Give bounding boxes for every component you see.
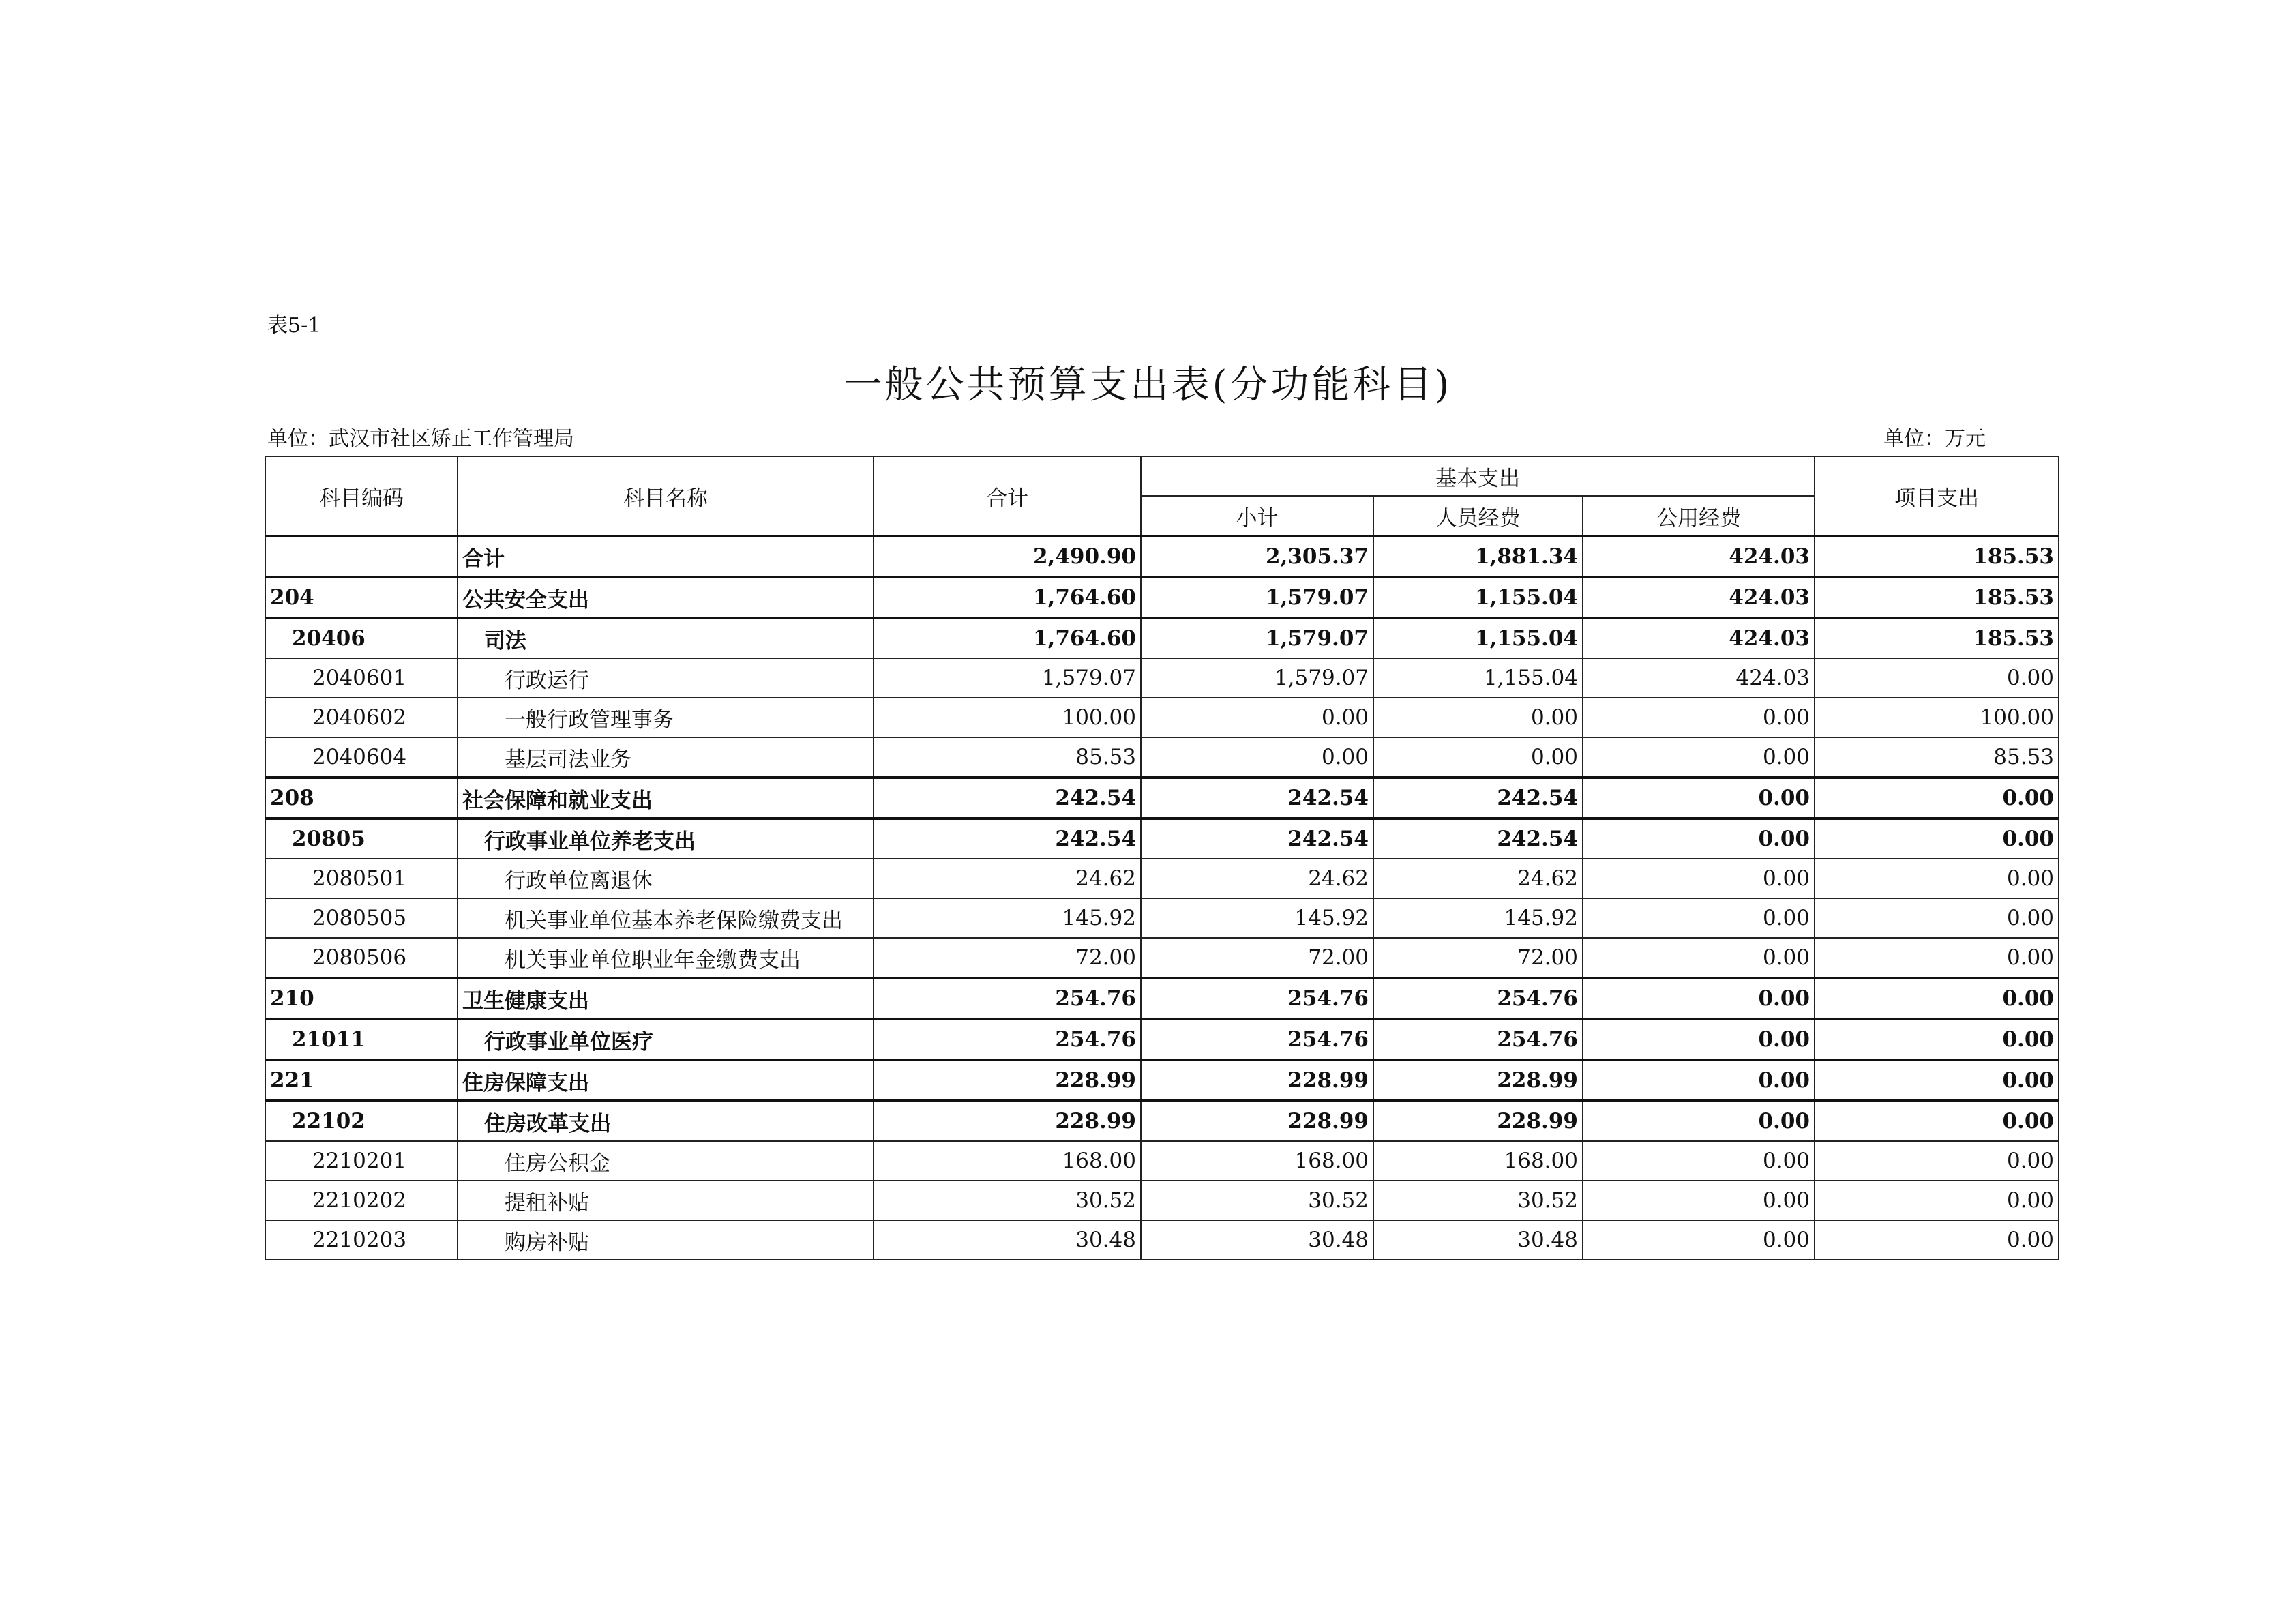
- cell-total: 24.62: [874, 859, 1141, 898]
- cell-code: 20406: [265, 618, 458, 658]
- table-row: [265, 978, 2059, 1019]
- table-row: [265, 536, 2059, 577]
- cell-personnel: 228.99: [1373, 1101, 1583, 1141]
- cell-subtotal: 0.00: [1141, 737, 1373, 778]
- cell-public: 424.03: [1583, 536, 1815, 577]
- table-row: [265, 818, 2059, 859]
- cell-code: 210: [265, 978, 458, 1019]
- cell-project: 100.00: [1815, 698, 2059, 737]
- cell-personnel: 254.76: [1373, 1019, 1583, 1060]
- cell-project: 0.00: [1815, 1141, 2059, 1181]
- cell-total: 242.54: [874, 778, 1141, 818]
- cell-public: 0.00: [1583, 859, 1815, 898]
- cell-code: 22102: [265, 1101, 458, 1141]
- cell-code: 2040602: [265, 698, 458, 737]
- table-row: [265, 898, 2059, 938]
- table-row: [265, 1019, 2059, 1060]
- header-subtotal: 小计: [1141, 496, 1373, 536]
- unit-organization: 单位：武汉市社区矫正工作管理局: [267, 427, 574, 451]
- cell-project: 0.00: [1815, 818, 2059, 859]
- cell-name: 行政事业单位医疗: [458, 1019, 874, 1060]
- cell-personnel: 1,155.04: [1373, 658, 1583, 698]
- cell-personnel: 168.00: [1373, 1141, 1583, 1181]
- cell-name: 合计: [458, 536, 874, 577]
- cell-project: 85.53: [1815, 737, 2059, 778]
- cell-project: 185.53: [1815, 536, 2059, 577]
- cell-code: 2080505: [265, 898, 458, 938]
- cell-total: 145.92: [874, 898, 1141, 938]
- cell-code: 2210203: [265, 1220, 458, 1260]
- page-title: 一般公共预算支出表(分功能科目): [844, 363, 1452, 407]
- cell-public: 0.00: [1583, 898, 1815, 938]
- table-row: [265, 1101, 2059, 1141]
- cell-project: 0.00: [1815, 978, 2059, 1019]
- cell-personnel: 30.52: [1373, 1181, 1583, 1220]
- cell-public: 424.03: [1583, 577, 1815, 618]
- cell-name: 行政事业单位养老支出: [458, 818, 874, 859]
- cell-personnel: 0.00: [1373, 737, 1583, 778]
- cell-total: 228.99: [874, 1060, 1141, 1101]
- cell-subtotal: 24.62: [1141, 859, 1373, 898]
- header-public: 公用经费: [1583, 496, 1815, 536]
- cell-personnel: 228.99: [1373, 1060, 1583, 1101]
- cell-name: 住房保障支出: [458, 1060, 874, 1101]
- cell-project: 0.00: [1815, 859, 2059, 898]
- header-personnel: 人员经费: [1373, 496, 1583, 536]
- cell-personnel: 1,881.34: [1373, 536, 1583, 577]
- cell-personnel: 242.54: [1373, 778, 1583, 818]
- cell-public: 424.03: [1583, 658, 1815, 698]
- cell-name: 住房公积金: [458, 1141, 874, 1181]
- cell-personnel: 30.48: [1373, 1220, 1583, 1260]
- cell-code: 2080506: [265, 938, 458, 978]
- cell-total: 85.53: [874, 737, 1141, 778]
- cell-name: 提租补贴: [458, 1181, 874, 1220]
- cell-total: 1,764.60: [874, 618, 1141, 658]
- cell-public: 0.00: [1583, 978, 1815, 1019]
- cell-personnel: 242.54: [1373, 818, 1583, 859]
- cell-subtotal: 254.76: [1141, 1019, 1373, 1060]
- cell-name: 行政单位离退休: [458, 859, 874, 898]
- cell-subtotal: 242.54: [1141, 778, 1373, 818]
- cell-public: 0.00: [1583, 1019, 1815, 1060]
- cell-name: 行政运行: [458, 658, 874, 698]
- cell-subtotal: 1,579.07: [1141, 577, 1373, 618]
- cell-personnel: 145.92: [1373, 898, 1583, 938]
- table-number: 表5-1: [267, 314, 321, 338]
- cell-personnel: 72.00: [1373, 938, 1583, 978]
- cell-public: 0.00: [1583, 698, 1815, 737]
- cell-subtotal: 1,579.07: [1141, 618, 1373, 658]
- cell-code: 2040601: [265, 658, 458, 698]
- cell-code: 20805: [265, 818, 458, 859]
- table-row: [265, 618, 2059, 658]
- cell-total: 30.52: [874, 1181, 1141, 1220]
- cell-total: 242.54: [874, 818, 1141, 859]
- table-row: [265, 577, 2059, 618]
- header-code: 科目编码: [265, 456, 458, 536]
- cell-total: 254.76: [874, 1019, 1141, 1060]
- cell-subtotal: 254.76: [1141, 978, 1373, 1019]
- table-header: [265, 456, 2059, 536]
- cell-subtotal: 1,579.07: [1141, 658, 1373, 698]
- cell-project: 0.00: [1815, 658, 2059, 698]
- cell-name: 公共安全支出: [458, 577, 874, 618]
- cell-subtotal: 145.92: [1141, 898, 1373, 938]
- table-body: [265, 536, 2059, 1260]
- cell-total: 100.00: [874, 698, 1141, 737]
- cell-code: 2210201: [265, 1141, 458, 1181]
- cell-personnel: 24.62: [1373, 859, 1583, 898]
- cell-public: 0.00: [1583, 1181, 1815, 1220]
- cell-total: 30.48: [874, 1220, 1141, 1260]
- cell-code: 2080501: [265, 859, 458, 898]
- cell-subtotal: 0.00: [1141, 698, 1373, 737]
- cell-code: 2210202: [265, 1181, 458, 1220]
- cell-code: [265, 536, 458, 577]
- cell-public: 0.00: [1583, 938, 1815, 978]
- cell-total: 254.76: [874, 978, 1141, 1019]
- cell-subtotal: 228.99: [1141, 1060, 1373, 1101]
- cell-subtotal: 168.00: [1141, 1141, 1373, 1181]
- cell-name: 司法: [458, 618, 874, 658]
- cell-personnel: 0.00: [1373, 698, 1583, 737]
- cell-name: 卫生健康支出: [458, 978, 874, 1019]
- cell-project: 0.00: [1815, 1019, 2059, 1060]
- cell-subtotal: 228.99: [1141, 1101, 1373, 1141]
- cell-personnel: 1,155.04: [1373, 577, 1583, 618]
- cell-public: 0.00: [1583, 1220, 1815, 1260]
- cell-public: 0.00: [1583, 778, 1815, 818]
- cell-personnel: 254.76: [1373, 978, 1583, 1019]
- table-row: [265, 1181, 2059, 1220]
- unit-currency: 单位：万元: [1883, 427, 1986, 451]
- budget-table: [265, 456, 2059, 1260]
- cell-subtotal: 2,305.37: [1141, 536, 1373, 577]
- cell-total: 2,490.90: [874, 536, 1141, 577]
- table-row: [265, 938, 2059, 978]
- cell-subtotal: 30.48: [1141, 1220, 1373, 1260]
- table-row: [265, 737, 2059, 778]
- cell-project: 0.00: [1815, 1220, 2059, 1260]
- cell-total: 72.00: [874, 938, 1141, 978]
- cell-public: 424.03: [1583, 618, 1815, 658]
- header-total: 合计: [874, 456, 1141, 536]
- header-name: 科目名称: [458, 456, 874, 536]
- cell-personnel: 1,155.04: [1373, 618, 1583, 658]
- table-row: [265, 658, 2059, 698]
- cell-project: 0.00: [1815, 898, 2059, 938]
- cell-code: 221: [265, 1060, 458, 1101]
- cell-total: 1,764.60: [874, 577, 1141, 618]
- cell-project: 0.00: [1815, 778, 2059, 818]
- cell-total: 1,579.07: [874, 658, 1141, 698]
- table-row: [265, 698, 2059, 737]
- cell-project: 185.53: [1815, 618, 2059, 658]
- cell-public: 0.00: [1583, 1141, 1815, 1181]
- cell-code: 2040604: [265, 737, 458, 778]
- cell-name: 基层司法业务: [458, 737, 874, 778]
- cell-code: 204: [265, 577, 458, 618]
- table-row: [265, 778, 2059, 818]
- cell-project: 0.00: [1815, 1181, 2059, 1220]
- cell-code: 21011: [265, 1019, 458, 1060]
- cell-public: 0.00: [1583, 1060, 1815, 1101]
- cell-subtotal: 242.54: [1141, 818, 1373, 859]
- table-row: [265, 1220, 2059, 1260]
- cell-name: 住房改革支出: [458, 1101, 874, 1141]
- cell-total: 228.99: [874, 1101, 1141, 1141]
- table-row: [265, 1060, 2059, 1101]
- cell-public: 0.00: [1583, 818, 1815, 859]
- cell-project: 185.53: [1815, 577, 2059, 618]
- cell-subtotal: 30.52: [1141, 1181, 1373, 1220]
- cell-name: 机关事业单位职业年金缴费支出: [458, 938, 874, 978]
- cell-subtotal: 72.00: [1141, 938, 1373, 978]
- cell-project: 0.00: [1815, 1060, 2059, 1101]
- cell-name: 机关事业单位基本养老保险缴费支出: [458, 898, 874, 938]
- table-row: [265, 1141, 2059, 1181]
- table-row: [265, 859, 2059, 898]
- header-basic: 基本支出: [1141, 456, 1815, 496]
- cell-public: 0.00: [1583, 1101, 1815, 1141]
- cell-total: 168.00: [874, 1141, 1141, 1181]
- cell-name: 社会保障和就业支出: [458, 778, 874, 818]
- cell-project: 0.00: [1815, 938, 2059, 978]
- header-project: 项目支出: [1815, 456, 2059, 536]
- cell-name: 购房补贴: [458, 1220, 874, 1260]
- cell-code: 208: [265, 778, 458, 818]
- cell-name: 一般行政管理事务: [458, 698, 874, 737]
- cell-public: 0.00: [1583, 737, 1815, 778]
- cell-project: 0.00: [1815, 1101, 2059, 1141]
